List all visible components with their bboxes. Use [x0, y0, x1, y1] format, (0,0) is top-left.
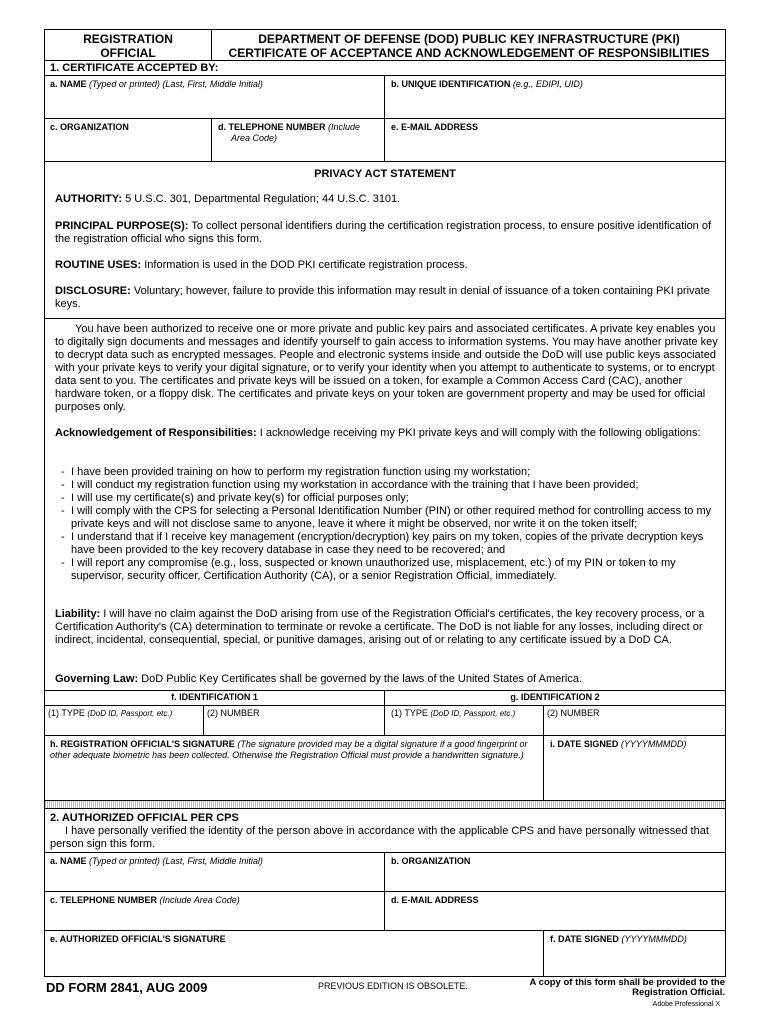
intro-paragraph: You have been authorized to receive one or more private and public key pairs and associated certificates. A private key enables you to digitally sign documents and messages and identify yourself to gain access to information systems. You may have another private key to decrypt data such as encrypted messages. People and electronic systems inside and outside the DoD will use public keys associated with your private keys to verify your digital signature, or to verify your identity when you attempt to authenticate to systems, or to encrypt data sent to you. The certificates and private keys will be issued on a token, for example a Common Access Card (CAC), another hardware token, or a floppy disk. The certificates and private keys on your token are government property and may be used for official purposes only. [55, 323, 718, 413]
disclosure-text: Voluntary; however, failure to provide this information may result in denial of issuance of a token containing PKI private keys. [55, 285, 710, 310]
form-title [212, 32, 726, 60]
official-date-field[interactable] [544, 736, 725, 799]
official-signature-field[interactable] [45, 736, 543, 799]
disclosure-label: DISCLOSURE: [55, 285, 131, 297]
cert-uid-field[interactable] [385, 76, 725, 118]
obligations-list [55, 466, 719, 583]
list-item: - I will use my certificate(s) and private key(s) for official purposes only; [55, 492, 719, 505]
liability-paragraph [55, 608, 719, 647]
auth-name-field[interactable] [45, 853, 384, 891]
form-left-title [45, 32, 211, 60]
cert-email-label: e. E-MAIL ADDRESS [391, 122, 479, 132]
auth-date-label: f. DATE SIGNED [550, 934, 619, 944]
cert-name-label: a. NAME [50, 79, 87, 89]
ident1-type-hint: (DoD ID, Passport, etc.) [87, 709, 173, 718]
copy-note [470, 978, 725, 998]
ack-label: Acknowledgement of Responsibilities: [55, 427, 257, 439]
copy-note-line1: A copy of this form shall be provided to the [529, 977, 725, 988]
ident1-number-label: (2) NUMBER [207, 708, 260, 718]
cert-name-field[interactable] [45, 76, 384, 118]
ident1-type-label: (1) TYPE [48, 708, 85, 718]
routine-text: Information is used in the DOD PKI certificate registration process. [144, 259, 468, 271]
form-title-line1: DEPARTMENT OF DEFENSE (DOD) PUBLIC KEY INFRASTRUCTURE (PKI) [258, 32, 680, 46]
section2-statement: I have personally verified the identity of the person above in accordance with the applicable CPS and have personally witnessed that person sign this form. [50, 825, 709, 850]
dd-form-2841 [44, 29, 726, 977]
ident2-type-label: (1) TYPE [391, 708, 428, 718]
privacy-routine [55, 259, 719, 272]
auth-name-label: a. NAME [50, 856, 87, 866]
authority-text: 5 U.S.C. 301, Departmental Regulation; 44 U.S.C. 3101. [125, 193, 401, 205]
privacy-authority [55, 193, 719, 206]
liability-label: Liability: [55, 608, 101, 620]
ident1-number-field[interactable] [204, 706, 384, 734]
ident2-number-label: (2) NUMBER [547, 708, 600, 718]
auth-org-field[interactable] [385, 853, 725, 891]
auth-name-hint: (Typed or printed) (Last, First, Middle Initial) [89, 856, 263, 866]
ident1-header: f. IDENTIFICATION 1 [171, 692, 258, 702]
ident2-number-field[interactable] [544, 706, 725, 734]
privacy-heading: PRIVACY ACT STATEMENT [314, 168, 456, 180]
cert-uid-hint: (e.g., EDIPI, UID) [512, 79, 583, 89]
auth-phone-label: c. TELEPHONE NUMBER [50, 895, 158, 905]
cert-phone-field[interactable] [212, 119, 384, 161]
list-item: - I will comply with the CPS for selecting a Personal Identification Number (PIN) or other required method for controlling access to my private keys and will not disclose same to anyone, leave it where it might be observed, nor write it on the token itself; [55, 505, 719, 531]
section2-heading: 2. AUTHORIZED OFFICIAL PER CPS [50, 812, 239, 824]
cert-name-hint: (Typed or printed) (Last, First, Middle Initial) [89, 79, 263, 89]
auth-phone-hint: (Include Area Code) [159, 895, 240, 905]
cert-phone-hint1: (Include [328, 122, 361, 132]
auth-signature-label: e. AUTHORIZED OFFICIAL'S SIGNATURE [50, 934, 226, 944]
privacy-purpose [55, 220, 719, 246]
form-title-line2: CERTIFICATE OF ACCEPTANCE AND ACKNOWLEDGEMENT OF RESPONSIBILITIES [228, 46, 710, 60]
left-title-line2: OFFICIAL [100, 46, 156, 60]
ident1-type-field[interactable] [45, 706, 203, 734]
auth-date-hint: (YYYYMMMDD) [621, 934, 687, 944]
ack-text: I acknowledge receiving my PKI private keys and will comply with the following obligations: [259, 427, 701, 439]
auth-email-label: d. E-MAIL ADDRESS [391, 895, 479, 905]
section-separator [45, 800, 725, 809]
left-title-line1: REGISTRATION [83, 32, 173, 46]
list-item: - I understand that if I receive key management (encryption/decryption) key pairs on my token, copies of the private decryption keys have been provided to the key recovery database in case they need to be recovered; and [55, 531, 719, 557]
auth-signature-field[interactable] [45, 931, 543, 976]
list-item: - I have been provided training on how to perform my registration function using my workstation; [55, 466, 719, 479]
copy-note-line2: Registration Official. [632, 987, 725, 998]
cert-org-label: c. ORGANIZATION [50, 122, 129, 132]
obsolete-note: PREVIOUS EDITION IS OBSOLETE. [318, 981, 469, 991]
date-signed-label: i. DATE SIGNED [550, 739, 619, 749]
cert-org-field[interactable] [45, 119, 210, 161]
routine-label: ROUTINE USES: [55, 259, 142, 271]
ident2-header: g. IDENTIFICATION 2 [510, 692, 600, 702]
privacy-disclosure [55, 285, 719, 311]
cert-phone-hint2: Area Code) [231, 133, 278, 143]
ident2-type-hint: (DoD ID, Passport, etc.) [430, 709, 516, 718]
auth-email-field[interactable] [385, 892, 725, 930]
list-item: - I will conduct my registration function using my workstation in accordance with the training that I have been provided; [55, 479, 719, 492]
signature-label: h. REGISTRATION OFFICIAL'S SIGNATURE [50, 739, 235, 749]
list-item: - I will report any compromise (e.g., loss, suspected or known unauthorized use, misplacement, etc.) of my PIN or token to my supervisor, security officer, Certification Authority (CA), or a senior Registration Official, immediately. [55, 557, 719, 583]
auth-date-field[interactable] [544, 931, 725, 976]
cert-phone-label: d. TELEPHONE NUMBER [218, 122, 326, 132]
ack-paragraph [55, 427, 719, 440]
auth-phone-field[interactable] [45, 892, 384, 930]
law-text: DoD Public Key Certificates shall be governed by the laws of the United States of America. [141, 673, 583, 685]
auth-org-label: b. ORGANIZATION [391, 856, 471, 866]
date-signed-hint: (YYYYMMMDD) [620, 739, 687, 749]
section1-heading: 1. CERTIFICATE ACCEPTED BY: [50, 62, 219, 74]
signature-hint: (The signature provided may be a digital signature if a good fingerprint or other adequate biometric has been collected. Otherwise the Registration Official must provide a handwritten signature.) [50, 739, 528, 760]
ident2-type-field[interactable] [385, 706, 543, 734]
cert-email-field[interactable] [385, 119, 725, 161]
producer-note: Adobe Professional X [652, 1001, 720, 1008]
purpose-text: To collect personal identifiers during the certification registration process, to ensure positive identification of the registration official who signs this form. [55, 220, 712, 245]
law-label: Governing Law: [55, 673, 139, 685]
liability-text: I will have no claim against the DoD arising from use of the Registration Official's certificates, the key recovery process, or a Certification Authority's (CA) determination to terminate or revoke a certificate. The DoD is not liable for any losses, including direct or indirect, incidental, consequential, special, or punitive damages, arising out of or relating to any certificate issued by a DoD CA. [55, 608, 705, 646]
authority-label: AUTHORITY: [55, 193, 123, 205]
cert-uid-label: b. UNIQUE IDENTIFICATION [391, 79, 511, 89]
purpose-label: PRINCIPAL PURPOSE(S): [55, 220, 189, 232]
form-number: DD FORM 2841, AUG 2009 [46, 980, 208, 995]
law-paragraph [55, 673, 719, 686]
